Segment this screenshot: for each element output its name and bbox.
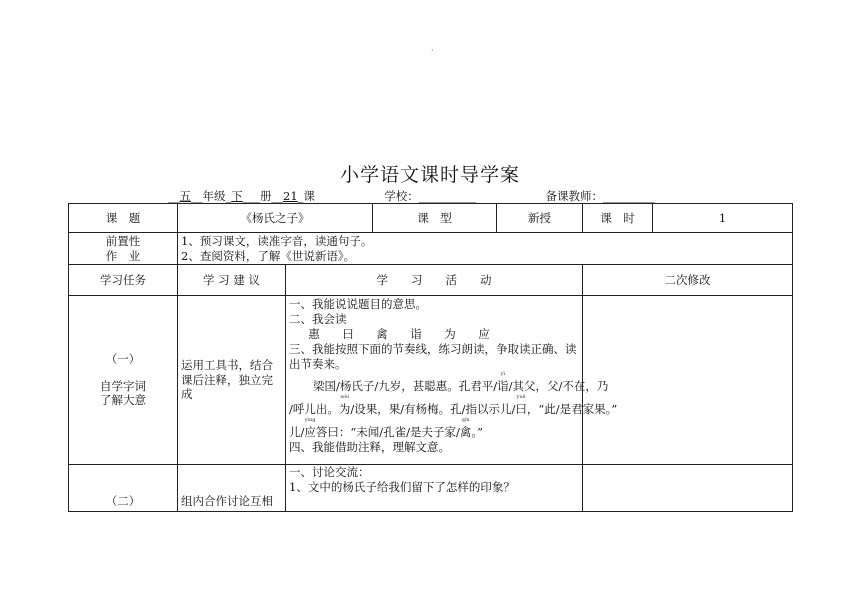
section1-advice: 运用工具书，结合课后注释，独立完成: [178, 296, 286, 465]
pinyin-char: [497, 370, 509, 394]
section1-task-line2: 了解大意: [100, 393, 146, 408]
section2-number: （二）: [69, 465, 178, 512]
pinyin: yìng: [304, 416, 316, 423]
section2-activity: [286, 465, 583, 512]
volume-label: ___册__: [242, 189, 283, 203]
word-2: 曰: [342, 326, 354, 341]
topic-label: 课 题: [69, 204, 178, 233]
section1-activity: [286, 296, 618, 465]
passage-text: ，“此/是君家果。”: [526, 401, 618, 416]
grade-label: __年级_: [191, 189, 232, 203]
prestudy-label-line1: 前置性: [105, 233, 141, 248]
lesson-plan-table: [68, 203, 793, 512]
passage-line-2: [289, 393, 618, 417]
pinyin-char: [459, 416, 472, 440]
section2-row: [69, 465, 793, 512]
annotated-char: 禽: [459, 424, 472, 439]
passage-text: 答曰：“未闻/孔雀/是夫子家/: [315, 424, 460, 439]
section1-number: （一）: [105, 351, 141, 366]
passage-text: /其父，父/不在，乃: [508, 378, 609, 393]
lesson-label: _课: [297, 189, 315, 203]
passage-text: 。”: [471, 424, 484, 439]
pinyin-char: [515, 393, 527, 417]
prestudy-content: [178, 233, 793, 265]
prestudy-label: [69, 233, 178, 265]
volume-value: 下: [231, 189, 243, 203]
section1-revision: [583, 296, 793, 465]
passage-line-3: [289, 416, 579, 440]
grade-prefix: __: [168, 189, 180, 203]
passage-text: /呼儿出。: [289, 401, 339, 416]
page-dot: ·: [431, 46, 434, 55]
column-header-row: [69, 265, 793, 296]
prestudy-row: [69, 233, 793, 265]
section2-advice: 组内合作讨论互相: [178, 465, 286, 512]
word-6: 应: [478, 326, 490, 341]
annotated-char: 诣: [497, 378, 509, 393]
pinyin: yuē: [516, 393, 526, 400]
teacher-blank: _________: [603, 189, 655, 203]
pinyin-char: [338, 393, 351, 417]
prestudy-label-line2: 作 业: [105, 248, 141, 263]
section2-revision: [583, 465, 793, 512]
passage-text: /设果，果/有杨梅。孔/指以示儿/: [350, 401, 516, 416]
activity-line-3: 三、我能按照下面的节奏线，练习朗读，争取读正确、读出节奏来。: [289, 341, 577, 371]
school-label: 学校：: [384, 189, 419, 203]
prestudy-item-2: 2、查阅资料，了解《世说新语》。: [181, 248, 356, 263]
passage-text: 儿/: [289, 424, 305, 439]
activity-line-1: 一、我能说说题目的意思。: [289, 297, 427, 311]
word-5: 为: [444, 326, 456, 341]
passage-text: 梁国/杨氏子/九岁，甚聪惠。孔君平/: [313, 378, 498, 393]
col-advice: 学 习 建 议: [178, 265, 286, 296]
type-label: 课 型: [373, 204, 497, 233]
hours-label: 课 时: [583, 204, 653, 233]
grade-value: 五: [179, 189, 191, 203]
annotated-char: 应: [304, 424, 316, 439]
info-line: [168, 188, 655, 204]
pinyin: qín: [461, 416, 470, 423]
section1-row: [69, 296, 793, 465]
page-title: 小学语文课时导学案: [339, 164, 520, 186]
section2-line-2: 1、文中的杨氏子给我们留下了怎样的印象？: [289, 479, 515, 494]
word-1: 惠: [308, 326, 320, 341]
type-value: 新授: [497, 204, 583, 233]
section1-task: [69, 296, 178, 465]
activity-line-4: 四、我能借助注释，理解文意。: [289, 439, 450, 454]
section1-task-line1: 自学字词: [100, 378, 146, 393]
col-activity: 学 习 活 动: [286, 265, 583, 296]
word-4: 诣: [410, 326, 422, 341]
section2-line-1: 一、讨论交流：: [289, 465, 370, 479]
pinyin: yì: [500, 370, 506, 377]
word-3: 禽: [376, 326, 388, 341]
lesson-number: 21: [283, 189, 298, 203]
school-blank: __________: [418, 189, 477, 203]
prestudy-item-1: 1、预习课文，读准字音，读通句子。: [181, 233, 373, 248]
passage-line-1: [289, 370, 609, 394]
topic-value: 《杨氏之子》: [178, 204, 373, 233]
col-revision: 二次修改: [583, 265, 793, 296]
pinyin: wèi: [340, 393, 350, 400]
read-words: [289, 327, 579, 342]
col-task: 学习任务: [69, 265, 178, 296]
annotated-char: 为: [338, 401, 351, 416]
activity-line-2: 二、我会读: [289, 311, 347, 326]
annotated-char: 曰: [515, 401, 527, 416]
teacher-label: 备课教师：: [545, 189, 604, 203]
pinyin-char: [304, 416, 316, 440]
hours-value: 1: [653, 204, 793, 233]
header-row: [69, 204, 793, 233]
